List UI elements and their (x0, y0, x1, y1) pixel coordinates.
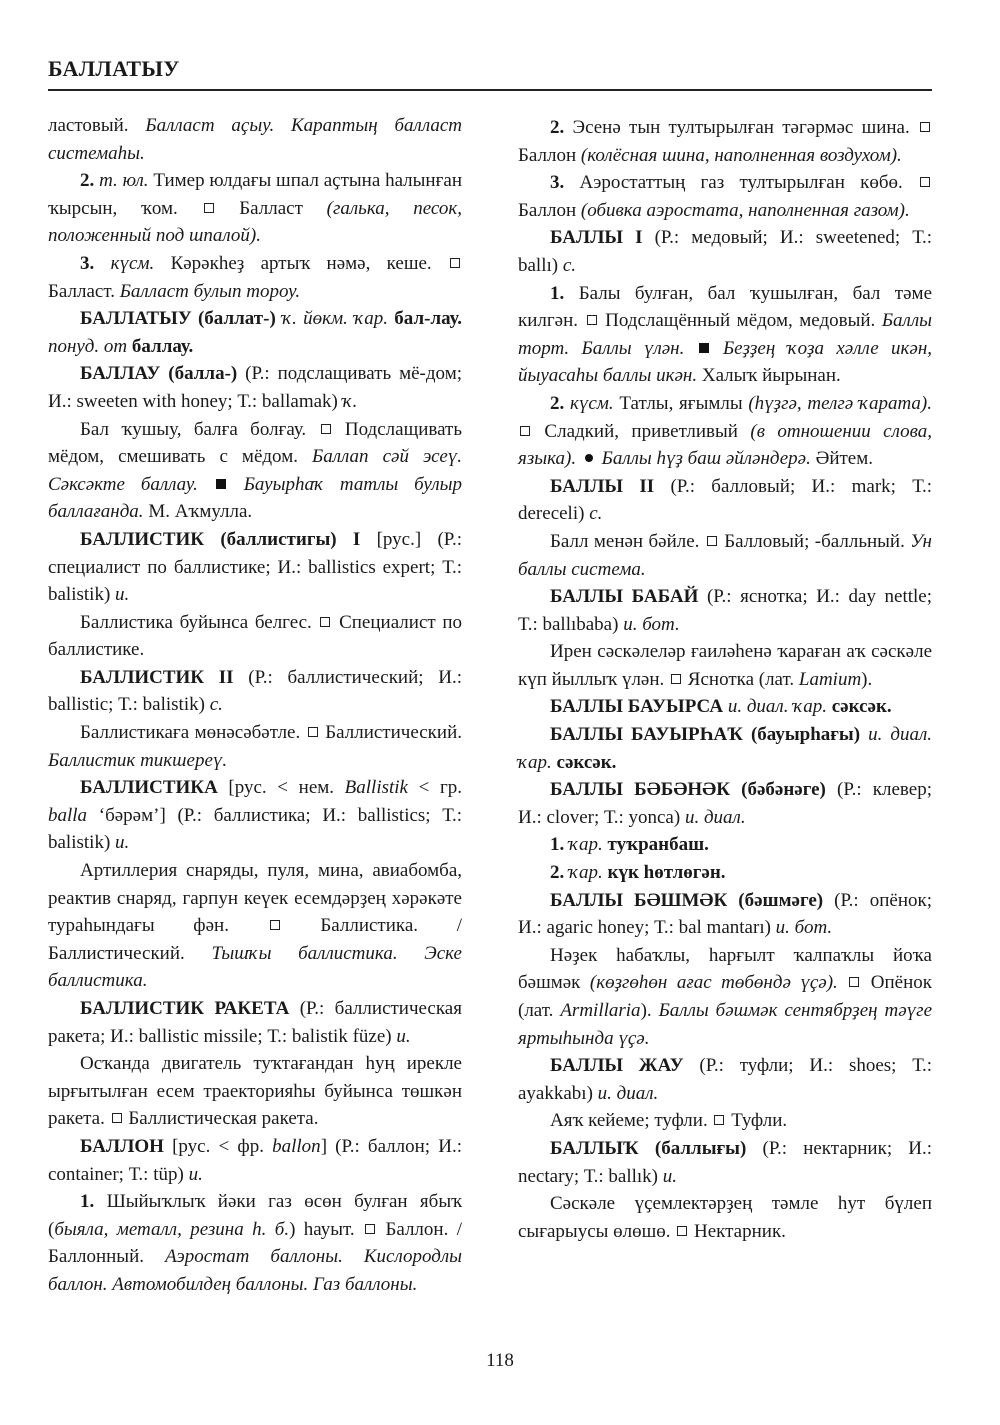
entry-sense (48, 250, 462, 305)
italic-text: Беҙҙең ҡоҙа хәлле икән, йыуасаһы баллы икән. (518, 337, 932, 387)
body-text: М. Аҡмулла. (143, 501, 253, 523)
body-text: Нектарник. (689, 1220, 786, 1242)
body-text: Баллон (518, 199, 581, 221)
body-text: ластовый. (48, 115, 146, 136)
headword-text: БАЛЛИСТИКА (80, 777, 229, 799)
italic-text: и. (115, 832, 130, 854)
body-text: Туфли. (726, 1110, 788, 1132)
italic-text: Баллы һүҙ баш әйләндерә. (596, 448, 811, 470)
body-text: Татлы, яғымлы (613, 392, 749, 414)
headword-text: БАЛЛИСТИК (баллистигы) I (80, 528, 377, 550)
dictionary-entry (518, 693, 932, 721)
example-black-square-icon (699, 343, 709, 353)
italic-text: күсм. (110, 252, 155, 274)
body-text: Балл менән бәйле. (550, 530, 705, 552)
entry-sense (48, 609, 462, 664)
headword-text: БАЛЛЫ БАБАЙ (550, 586, 707, 608)
left-column (48, 112, 462, 1299)
body-text: Нәҙек һабаҡлы, һарғылт ҡалпаҡлы йоҡа бәшмәк (518, 944, 932, 994)
italic-text: (галька, песок, положенный под шпалой). (48, 197, 463, 247)
body-text (838, 972, 847, 993)
body-text: Халыҡ йырынан. (697, 365, 841, 387)
italic-text: Бауырһаҡ татлы булыр баллағанда. (48, 473, 463, 523)
dictionary-entry (48, 360, 462, 415)
italic-text: Балласт аҫыу. Карaптың балласт системаһы. (48, 115, 463, 164)
dictionary-entry (518, 776, 932, 831)
body-text: Подслащивать мёдом, смешивать с мёдом. (48, 418, 463, 468)
headword-text: сәксәк. (551, 751, 617, 773)
translation-square-icon (707, 536, 717, 546)
headword-text: БАЛЛЫҠ (баллығы) (550, 1137, 763, 1159)
entry-sense (48, 416, 462, 526)
headword-text: БАЛЛЫ II (550, 475, 671, 497)
headword-text: БАЛЛЫ ЖАУ (550, 1055, 700, 1077)
italic-text: Баллап сәй эсеү. Сәксәкте баллау. (48, 446, 462, 495)
entry-sense (48, 167, 462, 250)
body-text: (Р.: клевер; И.: clover; Т.: yonca) (518, 779, 932, 828)
entry-sense (518, 638, 932, 693)
dictionary-entry (518, 887, 932, 942)
italic-text: и. (662, 1165, 678, 1187)
body-text: ] (Р.: баллон; И.: container; Т.: tüp) (48, 1135, 462, 1185)
entry-sense (518, 831, 932, 859)
proverb-bullet-icon (585, 454, 593, 462)
italic-text: Ballistik (344, 777, 408, 799)
headword-text: БАЛЛИСТИК РАКЕТА (80, 998, 300, 1019)
italic-text: и. диал. ҡар. (727, 696, 827, 718)
headword-text: 2. (550, 392, 570, 414)
body-text: Балы булған, бал ҡушылған, бал тәме килгән. (518, 282, 932, 332)
headword-text: күк һөтлөгән. (602, 862, 726, 884)
body-text: Баллон. / Баллонный. (48, 1218, 462, 1268)
headword-text: бал-лау. (388, 308, 462, 330)
translation-square-icon (308, 727, 318, 737)
dictionary-entry (48, 526, 462, 609)
entry-sense (518, 1107, 932, 1135)
entry-sense (518, 390, 932, 473)
dictionary-entry (518, 583, 932, 638)
translation-square-icon (920, 122, 930, 132)
headword-text: 3. (80, 252, 111, 274)
italic-text: ҡ. (342, 390, 358, 412)
translation-square-icon (204, 203, 214, 213)
entry-sense (518, 114, 932, 169)
italic-text: с. (562, 254, 577, 276)
headword-text: БАЛЛЫ БАУЫРҺАҠ (бауырһағы) (550, 724, 869, 746)
dictionary-entry (518, 721, 932, 776)
italic-text: ҡ. йөкм. ҡар. (282, 308, 388, 330)
italic-text: (в отношении слова, языка). (518, 420, 932, 470)
translation-square-icon (920, 177, 930, 187)
entry-sense (48, 1050, 462, 1133)
headword-text: сәксәк. (826, 696, 892, 718)
body-text: Баллистика. / Баллистический. (48, 915, 462, 964)
body-text: (Р.: баллистическая ракета; И.: ballistic missile; Т.: balistik füze) (48, 998, 462, 1047)
italic-text: Баллы бәшмәк сентябрҙең тәүге яртыһында үҫә. (518, 1000, 933, 1049)
italic-text: Аэростат баллоны. Кислородлы баллон. Автомобилдең баллоны. Газ баллоны. (48, 1246, 462, 1295)
entry-sense (48, 857, 462, 995)
headword-text: БАЛЛЫ БӘШМӘК (бәшмәге) (550, 889, 835, 911)
running-head: БАЛЛАТЫУ (48, 56, 180, 81)
italic-text: Lamium (798, 668, 862, 690)
italic-text: понуд. от (48, 335, 128, 357)
dictionary-entry (518, 1052, 932, 1107)
entry-sense (518, 280, 932, 390)
italic-text: и. (188, 1163, 203, 1185)
italic-text: Баллы торт. Баллы үлән. (518, 310, 932, 359)
body-text: Аяҡ кейеме; туфли. (550, 1110, 713, 1132)
headword-text: 3. (550, 172, 580, 194)
italic-text: с. (209, 694, 223, 716)
headword-text: 2. (550, 862, 569, 884)
headword-text: БАЛЛАУ (балла-) (80, 363, 246, 385)
italic-text: Тышҡы баллистика. Эске баллистика. (48, 942, 462, 992)
italic-text: (обивка аэростата, наполненная газом). (580, 199, 910, 221)
translation-square-icon (112, 1113, 122, 1123)
body-text: Эсенә тын тултырылған тәгәрмәс шина. (572, 117, 919, 138)
body-text: Аэростаттың газ тултырылған көбө. (579, 172, 918, 194)
italic-text: Балласт булып тороу. (119, 280, 301, 302)
italic-text: и. бот. (623, 613, 680, 635)
italic-text: (колёсная шина, наполненная воздухом). (580, 144, 902, 166)
body-text: (Р.: медовый; И.: sweetened; Т.: ballı) (518, 227, 932, 276)
translation-square-icon (677, 1226, 687, 1236)
italic-text: с. (589, 503, 603, 525)
body-text: [рус.] (Р.: специалист по баллистике; И.: ballistics expert; Т.: balistik) (48, 528, 462, 606)
translation-square-icon (587, 315, 597, 325)
body-text (198, 474, 214, 495)
translation-square-icon (671, 674, 681, 684)
translation-square-icon (849, 977, 859, 987)
translation-square-icon (714, 1115, 724, 1125)
italic-text: ҡар. (569, 834, 603, 856)
italic-text: т. юл. (99, 170, 149, 192)
dictionary-entry (48, 305, 462, 360)
body-text: ). (861, 668, 873, 690)
body-text: < гр. (407, 777, 462, 799)
body-text: (Р.: туфли; И.: shoes; Т.: ayakkabı) (518, 1055, 932, 1104)
italic-text: күсм. (569, 392, 614, 414)
body-text: (Р.: балловый; И.: mark; Т.: dereceli) (518, 475, 932, 525)
body-text: Баллон (518, 144, 581, 166)
body-text: (Р.: баллистический; И.: ballistic; Т.: balistik) (48, 666, 462, 716)
body-text: Ирен сәскәлеләр ғаиләһенә ҡараған аҡ сәскәле күп йыллыҡ үлән. (518, 641, 932, 690)
italic-text: Ун баллы система. (518, 530, 932, 580)
body-text: (Р.: опёнок; И.: agaric honey; Т.: bal mantarı) (518, 889, 933, 939)
body-text: Яснотка (лат. (683, 668, 799, 690)
italic-text: и. диал. (597, 1082, 659, 1104)
dictionary-entry (518, 1135, 932, 1190)
italic-text: и. (115, 584, 130, 606)
translation-square-icon (450, 258, 460, 268)
body-text: Осҡанда двигатель туҡтағандан һуң ирекле ырғытылған есем траекторияһы буйынса төшкән ракета. (48, 1053, 462, 1130)
headword-text: БАЛЛЫ БАУЫРСА (550, 696, 728, 718)
headword-text: 1. (550, 282, 579, 304)
body-text: ) һауыт. (289, 1218, 364, 1240)
body-text: Балласт. (48, 280, 120, 302)
continued-text (48, 112, 462, 167)
body-text: Балласт (215, 197, 327, 219)
translation-square-icon (321, 424, 331, 434)
body-text: ). (640, 1000, 659, 1021)
body-text: Сладкий, приветливый (532, 420, 751, 442)
body-text: Сәскәле үҫемлектәрҙең тәмле һут бүлеп сығарыусы өлөшө. (518, 1193, 932, 1242)
body-text: [рус. < фр. (172, 1135, 273, 1157)
headword-text: БАЛЛАТЫУ (баллат-) (80, 308, 283, 330)
body-text (684, 338, 696, 359)
translation-square-icon (270, 920, 280, 930)
italic-text: ballon (272, 1135, 321, 1157)
page-number: 118 (486, 1350, 514, 1371)
right-column (518, 114, 932, 1245)
headword-text: БАЛЛИСТИК II (80, 666, 249, 688)
italic-text: (һүҙгә, телгә ҡарата). (748, 392, 932, 414)
italic-text: и. бот. (775, 917, 833, 939)
body-text: Подслащённый мёдом, медовый. (598, 310, 882, 332)
entry-sense (518, 942, 932, 1052)
entry-sense (48, 1188, 462, 1298)
dictionary-entry (48, 1133, 462, 1188)
italic-text: быяла, металл, резина һ. б. (54, 1218, 290, 1240)
body-text: Тимер юлдағы шпал аҫтына һалынған ҡырсын, ҡом. (48, 170, 462, 219)
body-text: Баллистика буйынса белгес. (80, 611, 319, 633)
headword-text: баллау. (127, 335, 194, 357)
headword-text: БАЛЛЫ I (550, 227, 655, 249)
headword-text: 1. (80, 1191, 107, 1213)
body-text: (Р.: нектарник; И.: nectary; Т.: ballık) (518, 1137, 932, 1187)
italic-text: и. диал. ҡар. (518, 724, 932, 773)
italic-text: Armillaria (560, 1000, 641, 1021)
entry-sense (48, 719, 462, 774)
entry-sense (518, 1190, 932, 1245)
body-text: ‘бәрәм’] (Р.: баллистика; И.: ballistics; Т.: balistik) (48, 804, 462, 854)
example-black-square-icon (216, 479, 226, 489)
entry-sense (518, 169, 932, 224)
headword-text: туҡранбаш. (602, 834, 709, 856)
headword-text: 2. (550, 117, 573, 138)
translation-square-icon (320, 617, 330, 627)
headword-text: 1. (550, 834, 569, 856)
italic-text: Баллистик тикшереү. (48, 749, 228, 771)
body-text: Баллистическая ракета. (123, 1108, 319, 1130)
entry-sense (518, 528, 932, 583)
dictionary-entry (48, 664, 462, 719)
body-text: Артиллерия снаряды, пуля, мина, авиабомба, реактив снаряд, гарпун кеүек есемдәрҙең хәрәкәте тураһындағы фән. (48, 860, 462, 937)
entry-sense (518, 859, 932, 887)
translation-square-icon (520, 426, 530, 436)
header-rule (48, 89, 932, 91)
headword-text: 2. (80, 170, 100, 192)
body-text: Специалист по баллистике. (48, 611, 462, 661)
italic-text: и. диал. (684, 806, 746, 828)
dictionary-entry (518, 473, 932, 528)
dictionary-entry (48, 995, 462, 1050)
body-text: (Р.: подслащивать мё-дом; И.: sweeten with honey; Т.: ballamak) (48, 363, 462, 412)
headword-text: БАЛЛОН (80, 1135, 173, 1157)
italic-text: balla (48, 804, 88, 826)
dictionary-entry (48, 774, 462, 857)
body-text: (Р.: яснотка; И.: day nettle; Т.: ballıbaba) (518, 586, 932, 635)
body-text: Опёнок (лат. (518, 972, 932, 1021)
body-text: Баллистикаға мөнәсәбәтле. (80, 722, 306, 744)
italic-text: и. (396, 1025, 411, 1047)
translation-square-icon (365, 1224, 375, 1234)
body-text: Шыйыҡлыҡ йәки газ өсөн булған ябыҡ ( (48, 1191, 462, 1240)
body-text: [рус. < нем. (228, 777, 345, 799)
headword-text: БАЛЛЫ БӘБӘНӘК (бәбәнәге) (550, 779, 838, 801)
body-text: Балловый; -балльный. (718, 530, 911, 552)
italic-text: ҡар. (569, 862, 603, 884)
body-text: Баллистический. (319, 722, 462, 744)
italic-text: (көҙгөһөн ағас төбөндә үҫә). (589, 972, 838, 994)
body-text: Бал ҡушыу, балға болғау. (80, 418, 319, 440)
body-text: Кәрәкһеҙ артыҡ нәмә, кеше. (154, 252, 448, 274)
body-text (576, 448, 581, 469)
dictionary-entry (518, 224, 932, 279)
body-text: Әйтем. (810, 448, 874, 470)
